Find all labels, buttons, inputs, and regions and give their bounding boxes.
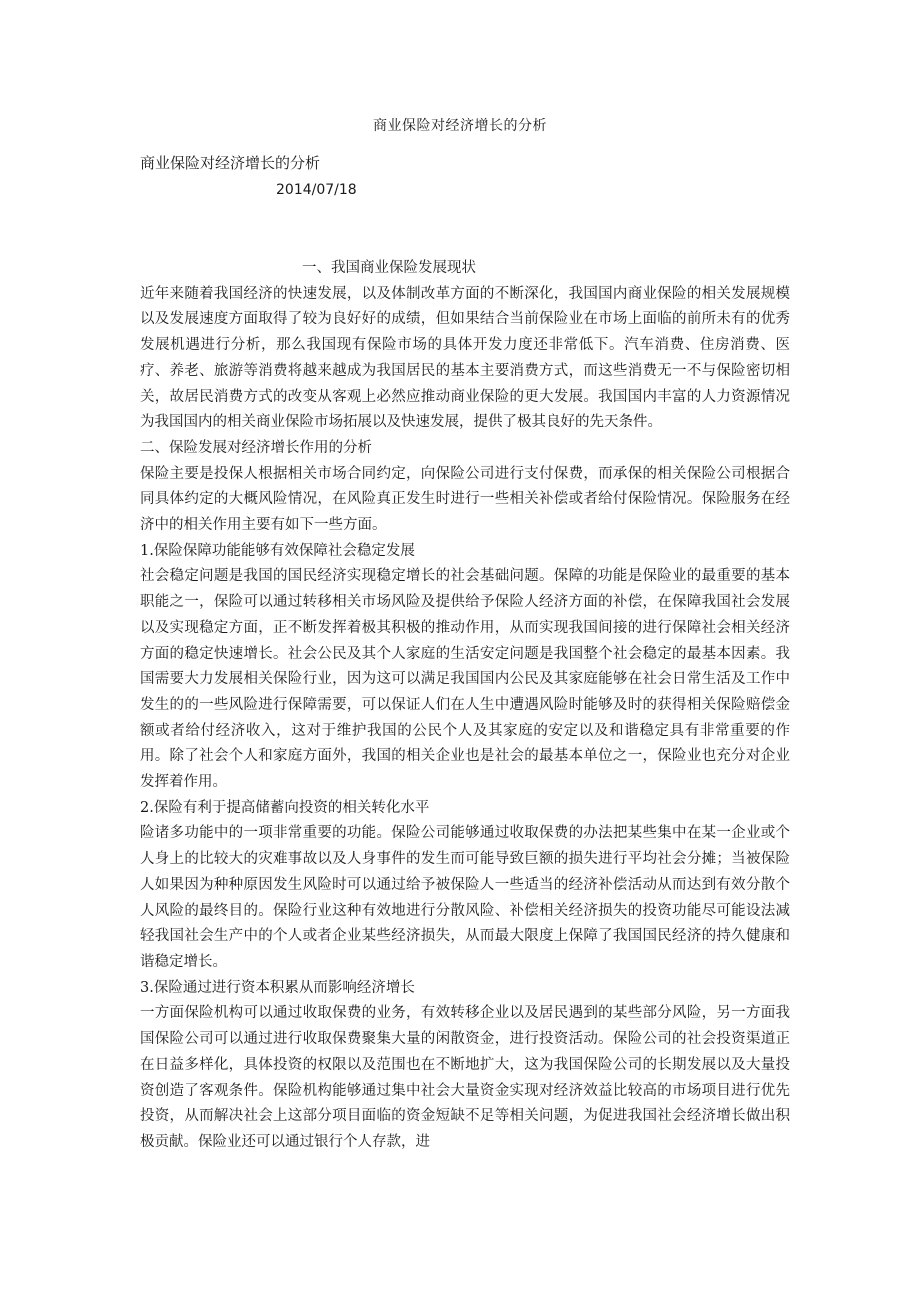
section-heading-current-status: 一、我国商业保险发展现状: [302, 260, 476, 276]
article-body: [140, 256, 790, 1156]
document-title: 商业保险对经济增长的分析: [373, 118, 547, 134]
section-heading-growth-analysis: 二、保险发展对经济增长作用的分析: [140, 439, 372, 456]
paragraph-capital-accumulation: 一方面保险机构可以通过收取保费的业务，有效转移企业以及居民遇到的某些部分风险，另一方面我国保险公司可以通过进行收取保费聚集大量的闲散资金，进行投资活动。保险公司的社会投资渠道正在日益多样化，具体投资的权限以及范围也在不断地扩大，这为我国保险公司的长期发展以及大量投资创造了客观条件。保险机构能够通过集中社会大量资金实现对经济效益比较高的市场项目进行优先投资，从而解决社会上这部分项目面临的资金短缺不足等相关问题，为促进我国社会经济增长做出积极贡献。保险业还可以通过银行个人存款，进: [140, 1005, 790, 1150]
article-subtitle: 商业保险对经济增长的分析: [140, 154, 321, 172]
item-heading-social-stability: 1.保险保障功能能够有效保障社会稳定发展: [140, 542, 415, 559]
paragraph-savings-investment: 险诸多功能中的一项非常重要的功能。保险公司能够通过收取保费的办法把某些集中在某一企业或个人身上的比较大的灾难事故以及人身事件的发生而可能导致巨额的损失进行平均社会分摊；当被保险人如果因为种种原因发生风险时可以通过给予被保险人一些适当的经济补偿活动从而达到有效分散个人风险的最终目的。保险行业这种有效地进行分散风险、补偿相关经济损失的投资功能尽可能设法减轻我国社会生产中的个人或者企业某些经济损失，从而最大限度上保障了我国国民经济的持久健康和谐稳定增长。: [140, 825, 790, 970]
paragraph-social-stability: 社会稳定问题是我国的国民经济实现稳定增长的社会基础问题。保障的功能是保险业的最重要的基本职能之一，保险可以通过转移相关市场风险及提供给予保险人经济方面的补偿，在保障我国社会发展以及实现稳定方面，正不断发挥着极其积极的推动作用，从而实现我国间接的进行保障社会相关经济方面的稳定快速增长。社会公民及其个人家庭的生活安定问题是我国整个社会稳定的最基本因素。我国需要大力发展相关保险行业，因为这可以满足我国国内公民及其家庭能够在社会日常生活及工作中发生的的一些风险进行保障需要，可以保证人们在人生中遭遇风险时能够及时的获得相关保险赔偿金额或者给付经济收入，这对于维护我国的公民个人及其家庭的安定以及和谐稳定具有非常重要的作用。除了社会个人和家庭方面外，我国的相关企业也是社会的最基本单位之一，保险业也充分对企业发挥着作用。: [140, 568, 790, 791]
item-heading-savings-investment: 2.保险有利于提高储蓄向投资的相关转化水平: [140, 799, 430, 816]
paragraph-current-status: 近年来随着我国经济的快速发展，以及体制改革方面的不断深化，我国国内商业保险的相关发展规模以及发展速度方面取得了较为良好好的成绩，但如果结合当前保险业在市场上面临的前所未有的优秀发展机遇进行分析，那么我国现有保险市场的具体开发力度还非常低下。汽车消费、住房消费、医疗、养老、旅游等消费将越来越成为我国居民的基本主要消费方式，而这些消费无一不与保险密切相关，故居民消费方式的改变从客观上必然应推动商业保险的更大发展。我国国内丰富的人力资源情况为我国国内的相关商业保险市场拓展以及快速发展，提供了极其良好的先天条件。: [140, 285, 790, 431]
article-date: 2014/07/18: [276, 182, 357, 198]
item-heading-capital-accumulation: 3.保险通过进行资本积累从而影响经济增长: [140, 979, 415, 996]
paragraph-growth-analysis: 保险主要是投保人根据相关市场合同约定，向保险公司进行支付保费，而承保的相关保险公司根据合同具体约定的大概风险情况，在风险真正发生时进行一些相关补偿或者给付保险情况。保险服务在经济中的相关作用主要有如下一些方面。: [140, 465, 790, 534]
